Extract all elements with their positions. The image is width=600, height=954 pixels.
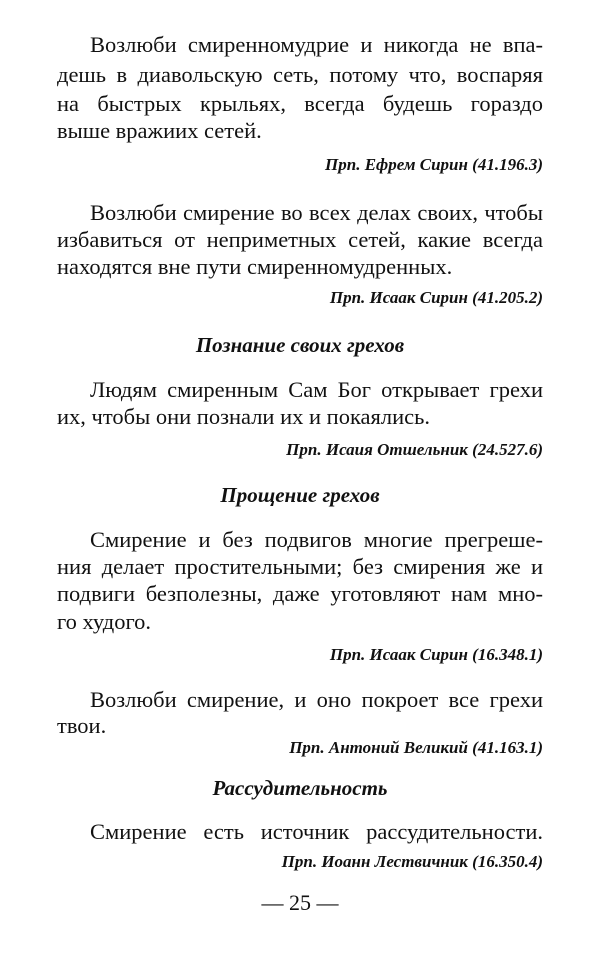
text-line: их, чтобы они познали их и покаялись. xyxy=(57,404,431,429)
citation: Прп. Исаак Сирин (16.348.1) xyxy=(329,645,543,664)
citation: Прп. Исаак Сирин (41.205.2) xyxy=(329,288,543,307)
text-line: дешь в диавольскую сеть, потому что, воспаряя xyxy=(57,62,543,87)
text-line: го худого. xyxy=(57,609,152,634)
text-line: на быстрых крыльях, всегда будешь гораздо xyxy=(57,91,543,116)
text-line: ния делает простительными; без смирения же и xyxy=(57,554,543,579)
citation: Прп. Ефрем Сирин (41.196.3) xyxy=(325,155,543,174)
text-line: Смирение есть источник рассудительности. xyxy=(90,819,543,844)
section-heading: Прощение грехов xyxy=(220,483,380,507)
section-heading: Познание своих грехов xyxy=(195,333,405,357)
text-line: Возлюби смиренномудрие и никогда не впа- xyxy=(90,32,543,57)
citation: Прп. Антоний Великий (41.163.1) xyxy=(289,738,543,757)
text-line: Возлюби смирение во всех делах своих, чтобы xyxy=(90,200,543,225)
text-line: Возлюби смирение, и оно покроет все грехи xyxy=(90,687,543,712)
text-line: Смирение и без подвигов многие прегреше- xyxy=(90,527,543,552)
text-line: находятся вне пути смиренномудренных. xyxy=(57,254,453,279)
citation: Прп. Исаия Отшельник (24.527.6) xyxy=(286,440,543,459)
text-line: выше вражиих сетей. xyxy=(57,118,262,143)
text-line: избавиться от неприметных сетей, какие всегда xyxy=(57,227,543,252)
section-heading: Рассудительность xyxy=(212,776,388,800)
text-line: твои. xyxy=(57,713,107,738)
text-line: подвиги безполезны, даже уготовляют нам мно- xyxy=(57,581,543,606)
citation: Прп. Иоанн Лествичник (16.350.4) xyxy=(281,852,543,871)
page-number: — 25 — xyxy=(261,890,339,915)
text-line: Людям смиренным Сам Бог открывает грехи xyxy=(90,377,543,402)
